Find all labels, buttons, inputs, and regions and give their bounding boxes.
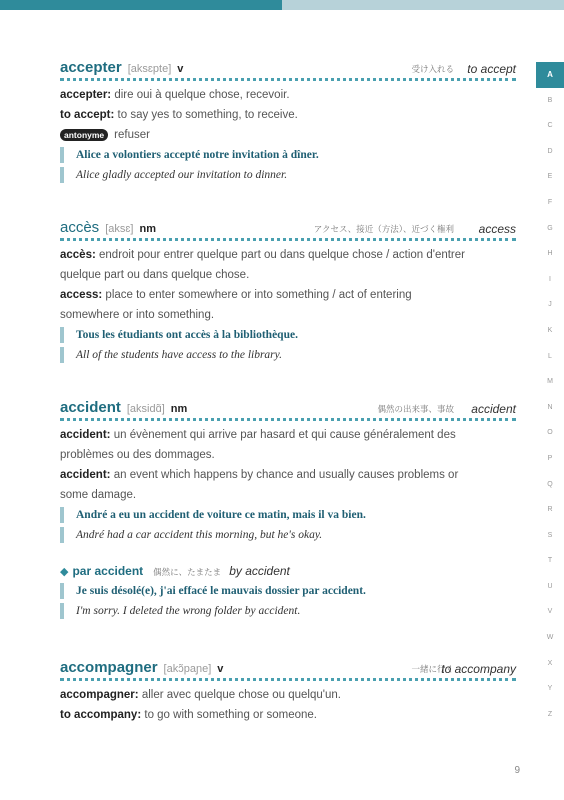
entry-header — [60, 398, 516, 421]
index-letter-m[interactable]: M — [547, 378, 553, 386]
index-letter-g[interactable]: G — [547, 224, 553, 232]
pronunciation: [akɔ̃paɲe] — [163, 663, 212, 675]
entry-accident — [60, 398, 516, 621]
index-letter-n[interactable]: N — [547, 403, 553, 411]
definition-french: accepter: dire oui à quelque chose, recevoir. — [60, 89, 290, 101]
japanese-gloss: アクセス、接近（方法）、近づく権利 — [313, 224, 454, 234]
pronunciation: [aksidɑ̃] — [126, 403, 165, 415]
antonym-word: refuser — [114, 129, 150, 141]
definition-english: to accept: to say yes to something, to receive. — [60, 109, 298, 121]
definition-french: accès: endroit pour entrer quelque part ou dans quelque chose / action d'entrer — [60, 249, 465, 261]
definition-french-cont: problèmes ou des dommages. — [60, 449, 215, 461]
definition-english-cont: some damage. — [60, 489, 137, 501]
pronunciation: [aksɛpte] — [127, 63, 172, 75]
alphabet-index — [536, 62, 564, 727]
definition-french-cont: quelque part ou dans quelque chose. — [60, 269, 250, 281]
entry-acces — [60, 218, 516, 365]
japanese-gloss: 受け入れる — [411, 64, 454, 74]
index-letter-b[interactable]: B — [547, 96, 553, 104]
example-french: André a eu un accident de voiture ce matin, mais il va bien. — [60, 505, 516, 525]
index-letter-q[interactable]: Q — [547, 480, 553, 488]
headword: accident [aksidɑ̃] nm — [60, 399, 188, 416]
index-letter-t[interactable]: T — [547, 557, 553, 565]
index-letter-s[interactable]: S — [547, 531, 553, 539]
antonym-badge: antonyme — [60, 129, 108, 141]
index-letter-f[interactable]: F — [547, 198, 553, 206]
entry-header — [60, 218, 516, 241]
pronunciation: [aksɛ] — [105, 223, 134, 235]
headword: accepter [aksɛpte] v — [60, 59, 184, 76]
part-of-speech: nm — [139, 223, 156, 235]
index-letter-r[interactable]: R — [547, 506, 553, 514]
entry-header — [60, 58, 516, 81]
entry-header — [60, 658, 516, 681]
index-letter-w[interactable]: W — [546, 634, 554, 642]
index-letter-k[interactable]: K — [547, 326, 553, 334]
headword: accompagner [akɔ̃paɲe] v — [60, 659, 224, 676]
diamond-icon: ◆ — [60, 566, 69, 578]
definition-english: access: place to enter somewhere or into something / act of entering — [60, 289, 412, 301]
example-french: Alice a volontiers accepté notre invitation à dîner. — [60, 145, 516, 165]
index-letter-l[interactable]: L — [548, 352, 552, 360]
japanese-gloss: 一緒に行く — [411, 664, 454, 674]
definition-french: accompagner: aller avec quelque chose ou quelqu'un. — [60, 689, 341, 701]
part-of-speech: v — [177, 63, 184, 75]
page-number: 9 — [514, 765, 520, 776]
definition-french: accident: un évènement qui arrive par hasard et qui cause généralement des — [60, 429, 456, 441]
example-english: André had a car accident this morning, but he's okay. — [60, 525, 516, 545]
index-letter-h[interactable]: H — [547, 250, 553, 258]
index-letter-a[interactable]: A — [536, 62, 564, 88]
english-gloss: access — [478, 222, 516, 236]
sub-entry-par-accident — [60, 561, 516, 581]
top-bar-light-segment — [282, 0, 564, 10]
example-french: Tous les étudiants ont accès à la bibliothèque. — [60, 325, 516, 345]
english-gloss: to accompany — [441, 662, 516, 676]
english-gloss: accident — [471, 402, 516, 416]
part-of-speech: nm — [170, 403, 188, 415]
sub-english-gloss: by accident — [229, 564, 290, 578]
top-bar-dark-segment — [0, 0, 282, 10]
example-english: All of the students have access to the library. — [60, 345, 516, 365]
example-english: Alice gladly accepted our invitation to dinner. — [60, 165, 516, 185]
definition-english: to accompany: to go with something or someone. — [60, 709, 317, 721]
index-letter-x[interactable]: X — [547, 659, 553, 667]
definition-english-cont: somewhere or into something. — [60, 309, 215, 321]
english-gloss: to accept — [467, 62, 516, 76]
index-letter-z[interactable]: Z — [547, 710, 553, 718]
index-letter-v[interactable]: V — [547, 608, 553, 616]
index-letter-i[interactable]: I — [549, 275, 551, 283]
antonym-line — [60, 125, 516, 145]
sub-headword: par accident — [72, 564, 144, 578]
top-color-bar — [0, 0, 564, 10]
index-letter-o[interactable]: O — [547, 429, 553, 437]
definition-english: accident: an event which happens by chance and usually causes problems or — [60, 469, 459, 481]
index-letter-c[interactable]: C — [547, 122, 553, 130]
entry-accepter — [60, 58, 516, 185]
index-letter-d[interactable]: D — [547, 147, 553, 155]
index-letter-p[interactable]: P — [547, 454, 553, 462]
entry-accompagner — [60, 658, 516, 725]
index-letter-u[interactable]: U — [547, 582, 553, 590]
part-of-speech: v — [217, 663, 224, 675]
sub-example-french: Je suis désolé(e), j'ai effacé le mauvais dossier par accident. — [60, 581, 516, 601]
sub-example-english: I'm sorry. I deleted the wrong folder by accident. — [60, 601, 516, 621]
index-letter-e[interactable]: E — [547, 173, 553, 181]
headword: accès [aksɛ] nm — [60, 219, 156, 236]
index-letter-y[interactable]: Y — [547, 685, 553, 693]
sub-japanese-gloss: 偶然に、たまたま — [153, 567, 222, 577]
japanese-gloss: 偶然の出来事、事故 — [377, 404, 454, 414]
index-letter-j[interactable]: J — [548, 301, 552, 309]
